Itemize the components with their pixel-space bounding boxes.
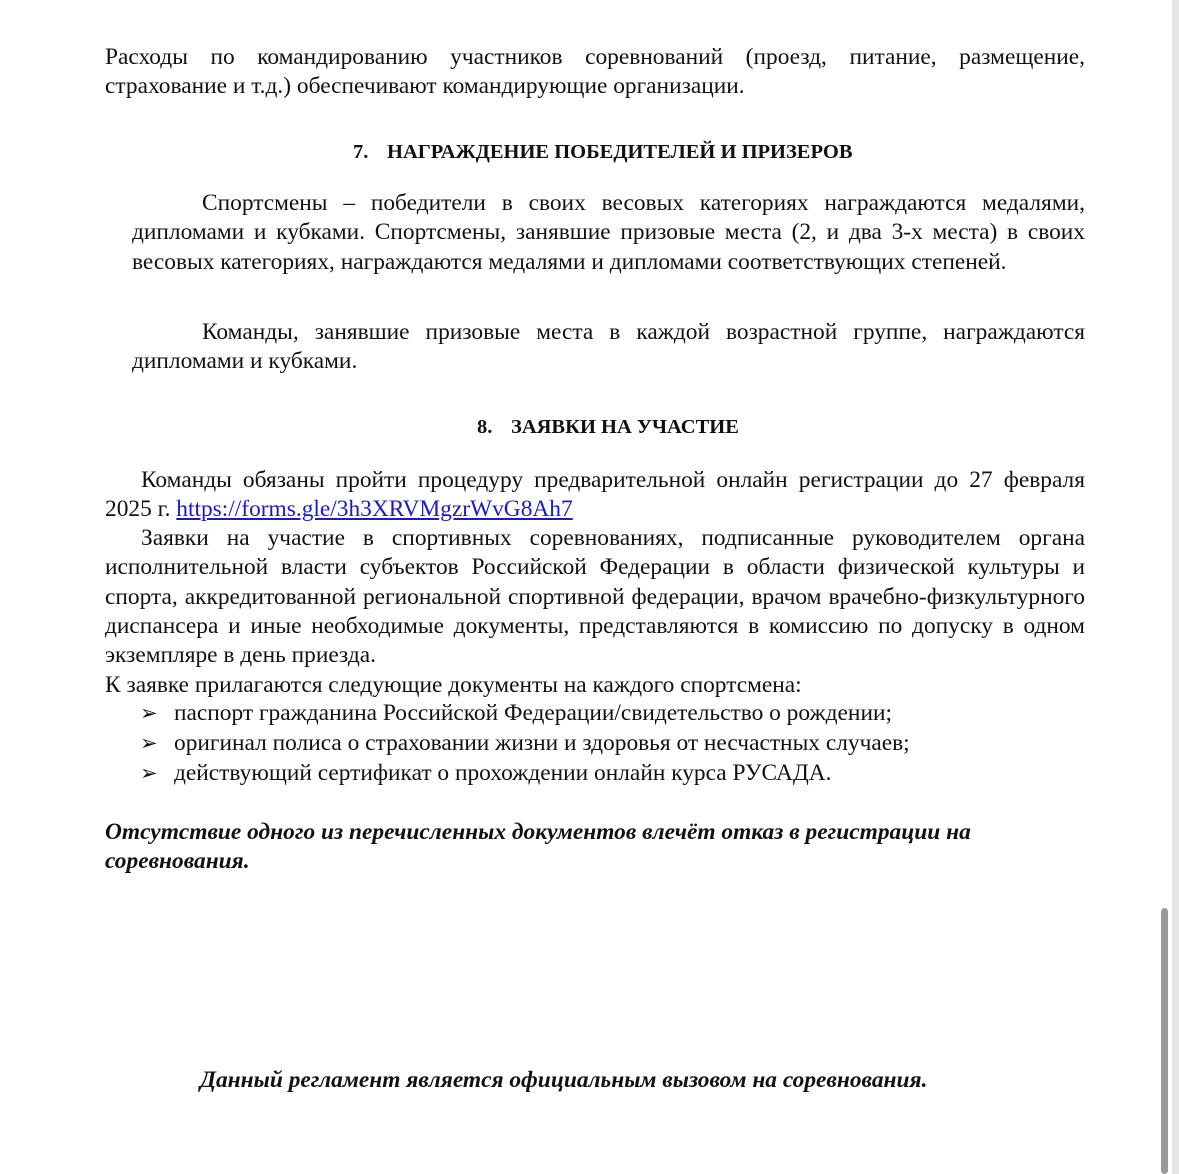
list-item	[140, 758, 910, 788]
expenses-paragraph: Расходы по командированию участников соревнований (проезд, питание, размещение, страхование и т.д.) обеспечивают командирующие организации.	[105, 44, 1085, 100]
arrow-bullet-icon: ➢	[140, 761, 158, 785]
section-8-title: ЗАЯВКИ НА УЧАСТИЕ	[511, 416, 739, 438]
registration-text: Команды обязаны пройти процедуру предварительной онлайн регистрации до 27 февраля 2025 г.	[105, 467, 1085, 523]
list-item	[140, 698, 910, 728]
registration-paragraph	[105, 466, 1085, 525]
arrow-bullet-icon: ➢	[140, 731, 158, 755]
warning-note: Отсутствие одного из перечисленных документов влечёт отказ в регистрации на соревнования.	[105, 819, 971, 875]
document-item-text: оригинал полиса о страховании жизни и здоровья от несчастных случаев;	[174, 730, 910, 756]
document-item-text: паспорт гражданина Российской Федерации/свидетельство о рождении;	[174, 700, 892, 726]
scrollbar-track[interactable]	[1172, 0, 1179, 1174]
section-8-number: 8.	[477, 416, 493, 438]
document-item-text: действующий сертификат о прохождении онлайн курса РУСАДА.	[174, 760, 832, 786]
section-7-number: 7.	[353, 141, 369, 163]
closing-statement: Данный регламент является официальным вызовом на соревнования.	[200, 1067, 928, 1093]
registration-link[interactable]: https://forms.gle/3h3XRVMgzrWvG8Ah7	[176, 496, 573, 523]
arrow-bullet-icon: ➢	[140, 701, 158, 725]
section-7-heading	[353, 141, 853, 164]
section-8-heading	[477, 416, 739, 439]
applications-paragraph: Заявки на участие в спортивных соревнованиях, подписанные руководителем органа исполнительной власти субъектов Российской Федерации в области физической культуры и спорта, аккредитованной региональной спортивной федерации, врачом врачебно-физкультурного диспансера и иные необходимые документы, представляются в комиссию по допуску в одном экземпляре в день приезда.	[105, 525, 1085, 669]
documents-list	[140, 698, 910, 788]
documents-intro: К заявке прилагаются следующие документы на каждого спортсмена:	[105, 672, 802, 698]
awards-paragraph-2: Команды, занявшие призовые места в каждой возрастной группе, награждаются дипломами и кубками.	[132, 319, 1085, 375]
section-7-title: НАГРАЖДЕНИЕ ПОБЕДИТЕЛЕЙ И ПРИЗЕРОВ	[387, 141, 853, 163]
scrollbar-thumb[interactable]	[1161, 908, 1168, 1174]
list-item	[140, 728, 910, 758]
awards-paragraph-1: Спортсмены – победители в своих весовых категориях награждаются медалями, дипломами и кубками. Спортсмены, занявшие призовые места (2, и два 3-х места) в своих весовых категориях, награждаются медалями и дипломами соответствующих степеней.	[132, 190, 1085, 275]
